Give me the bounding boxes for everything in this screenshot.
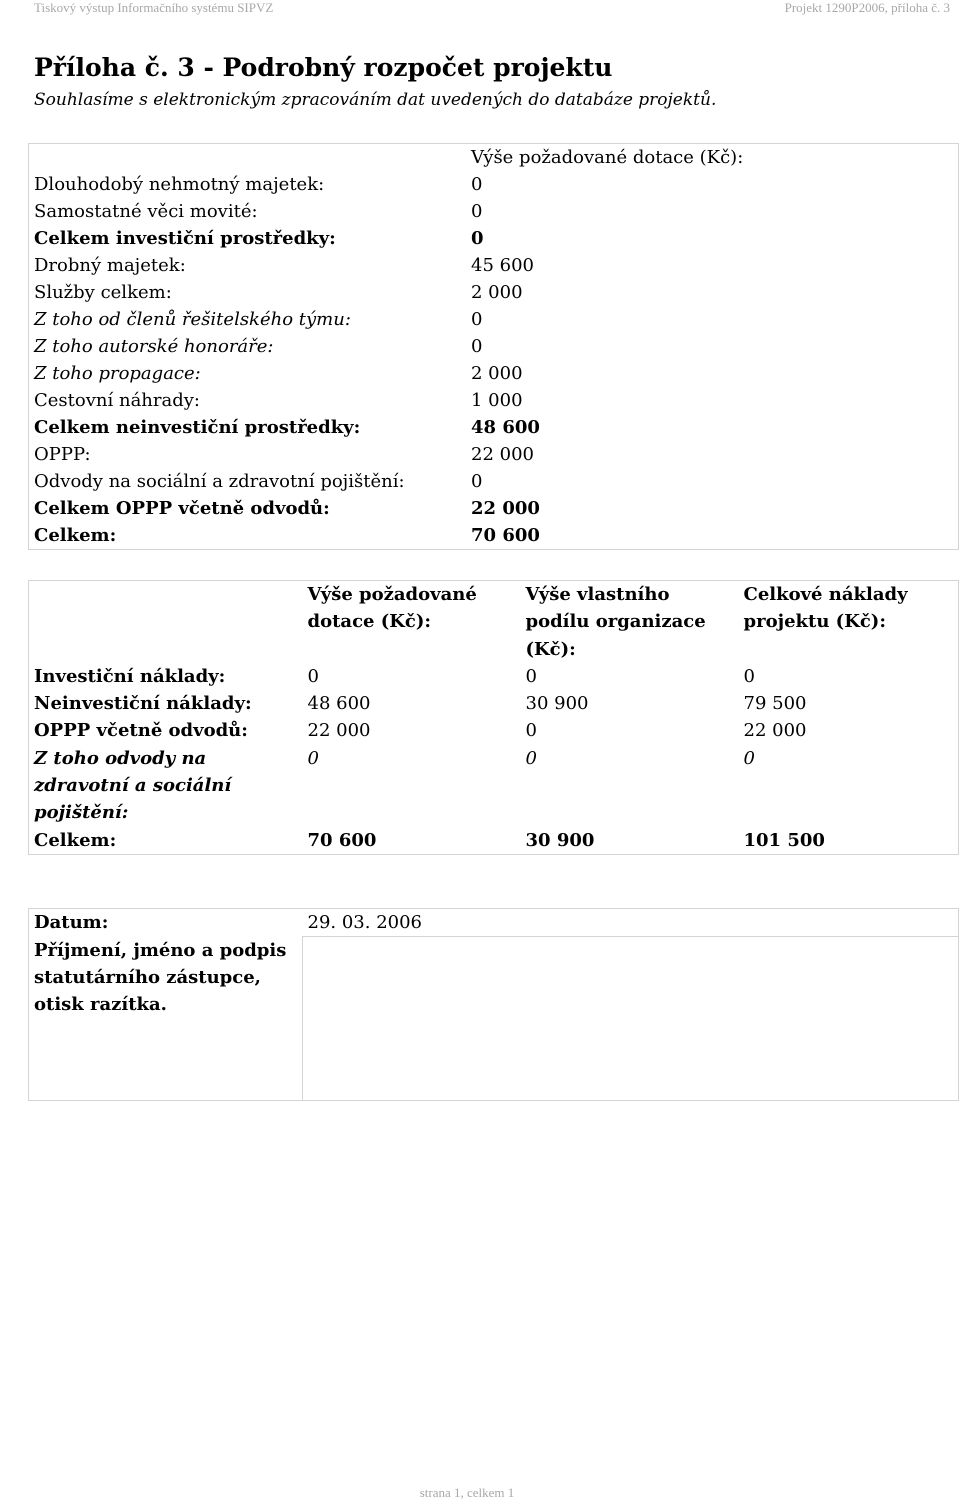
cell-value: 48 600 <box>307 693 371 715</box>
cell-value: 0 <box>525 747 537 769</box>
column-header: Výše požadované dotace (Kč): <box>471 147 744 168</box>
cell-value: 0 <box>307 747 319 769</box>
date-label: Datum: <box>34 912 109 933</box>
column-header: Celkové náklady projektu (Kč): <box>743 584 908 633</box>
row-value: 0 <box>471 174 483 195</box>
row-value: 1 000 <box>471 390 523 411</box>
row-label: Neinvestiční náklady: <box>34 693 252 715</box>
signature-table <box>28 908 959 1101</box>
table-row <box>29 333 959 360</box>
header-left: Tiskový výstup Informačního systému SIPVZ <box>34 0 274 15</box>
row-label: OPPP: <box>34 444 91 465</box>
table-row <box>29 745 959 827</box>
cell-value: 0 <box>307 665 319 687</box>
row-label: Z toho autorské honoráře: <box>34 336 274 357</box>
cell-value: 70 600 <box>307 829 377 851</box>
summary-table <box>28 580 959 855</box>
cell-value: 30 900 <box>525 693 589 715</box>
row-label: Dlouhodobý nehmotný majetek: <box>34 174 325 195</box>
row-value: 45 600 <box>471 255 534 276</box>
row-label: Celkem: <box>34 525 117 546</box>
row-label: Služby celkem: <box>34 282 172 303</box>
row-label: Celkem investiční prostředky: <box>34 228 336 249</box>
page-footer: strana 1, celkem 1 <box>419 1485 515 1500</box>
cell-value: 0 <box>525 720 537 742</box>
column-header: Výše vlastního podílu organizace (Kč): <box>525 584 706 660</box>
table-row <box>29 198 959 225</box>
consent-note: Souhlasíme s elektronickým zpracováním dat uvedených do databáze projektů. <box>34 90 717 110</box>
table-row <box>29 171 959 198</box>
cell-value: 79 500 <box>743 693 807 715</box>
table-row <box>29 827 959 855</box>
row-value: 48 600 <box>471 417 540 438</box>
table-header-row <box>29 144 959 172</box>
table-row <box>29 937 959 1101</box>
table-row <box>29 522 959 550</box>
row-value: 0 <box>471 201 483 222</box>
cell-value: 0 <box>743 665 755 687</box>
signature-label: Příjmení, jméno a podpis statutárního zástupce, otisk razítka. <box>34 939 287 1016</box>
table-row <box>29 252 959 279</box>
table-row <box>29 663 959 690</box>
date-value: 29. 03. 2006 <box>307 912 423 933</box>
row-label: Investiční náklady: <box>34 665 226 687</box>
row-label: Z toho od členů řešitelského týmu: <box>34 309 351 330</box>
budget-table <box>28 143 959 550</box>
row-label: Celkem OPPP včetně odvodů: <box>34 498 330 519</box>
row-label: Z toho propagace: <box>34 363 201 384</box>
row-value: 0 <box>471 471 483 492</box>
table-row <box>29 279 959 306</box>
row-label: Cestovní náhrady: <box>34 390 200 411</box>
row-label: OPPP včetně odvodů: <box>34 720 248 742</box>
table-row <box>29 306 959 333</box>
row-value: 22 000 <box>471 498 540 519</box>
cell-value: 0 <box>743 747 755 769</box>
row-value: 2 000 <box>471 363 523 384</box>
row-value: 0 <box>471 336 483 357</box>
row-label: Samostatné věci movité: <box>34 201 258 222</box>
cell-value: 30 900 <box>525 829 595 851</box>
table-row <box>29 441 959 468</box>
row-label: Drobný majetek: <box>34 255 186 276</box>
row-label: Celkem neinvestiční prostředky: <box>34 417 361 438</box>
table-row <box>29 909 959 937</box>
row-label: Celkem: <box>34 829 117 851</box>
row-value: 22 000 <box>471 444 534 465</box>
page-title: Příloha č. 3 - Podrobný rozpočet projektu <box>34 53 613 82</box>
row-value: 0 <box>471 309 483 330</box>
row-label: Z toho odvody na zdravotní a sociální pojištění: <box>34 747 232 824</box>
cell-value: 22 000 <box>307 720 371 742</box>
header-right: Projekt 1290P2006, příloha č. 3 <box>784 0 950 15</box>
column-header: Výše požadované dotace (Kč): <box>307 584 477 633</box>
table-row <box>29 690 959 717</box>
cell-value: 0 <box>525 665 537 687</box>
cell-value: 101 500 <box>743 829 825 851</box>
row-value: 2 000 <box>471 282 523 303</box>
row-label: Odvody na sociální a zdravotní pojištění: <box>34 471 405 492</box>
table-row <box>29 225 959 252</box>
table-header-row <box>29 581 959 663</box>
table-row <box>29 495 959 522</box>
signature-area <box>303 937 959 1101</box>
table-row <box>29 468 959 495</box>
cell-value: 22 000 <box>743 720 807 742</box>
table-row <box>29 717 959 744</box>
table-row <box>29 387 959 414</box>
table-row <box>29 360 959 387</box>
row-value: 70 600 <box>471 525 540 546</box>
row-value: 0 <box>471 228 484 249</box>
table-row <box>29 414 959 441</box>
